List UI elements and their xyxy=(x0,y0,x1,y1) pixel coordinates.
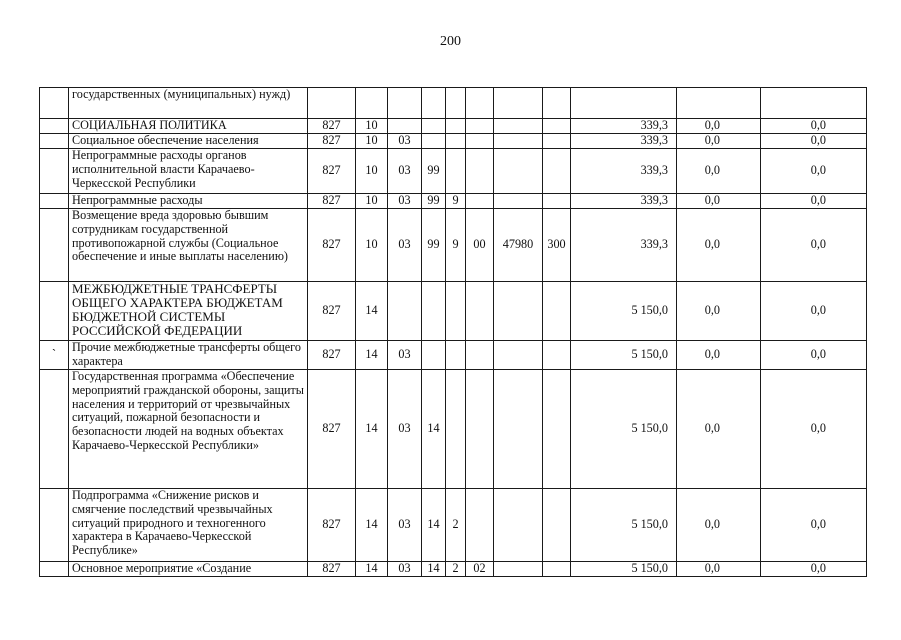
section-code-cell: 10 xyxy=(356,134,388,149)
expense-type-cell xyxy=(543,149,571,194)
budget-table xyxy=(39,87,867,577)
subsection-code-cell xyxy=(388,119,422,134)
item-name-cell: Государственная программа «Обеспечение мероприятий гражданской обороны, защиты населения и территорий от чрезвычайных ситуаций, пожарной безопасности и безопасности людей на водных объектах Карачаево-Черкесской Республики» xyxy=(69,370,308,489)
table-row xyxy=(40,370,867,489)
amount-1-cell: 5 150,0 xyxy=(571,282,677,341)
section-code-cell: 14 xyxy=(356,282,388,341)
subsection-code-cell: 03 xyxy=(388,489,422,562)
amount-1-cell: 339,3 xyxy=(571,194,677,209)
target-article-4-cell xyxy=(494,489,543,562)
amount-2-cell: 0,0 xyxy=(677,119,761,134)
target-article-2-cell xyxy=(446,282,466,341)
amount-2-cell: 0,0 xyxy=(677,134,761,149)
marker-cell xyxy=(40,370,69,489)
amount-3-cell: 0,0 xyxy=(761,149,867,194)
target-article-2-cell: 2 xyxy=(446,489,466,562)
subsection-code-cell xyxy=(388,88,422,119)
amount-3-cell: 0,0 xyxy=(761,370,867,489)
target-article-1-cell: 14 xyxy=(422,370,446,489)
amount-2-cell: 0,0 xyxy=(677,194,761,209)
expense-type-cell: 300 xyxy=(543,209,571,282)
target-article-4-cell xyxy=(494,149,543,194)
target-article-3-cell xyxy=(466,119,494,134)
target-article-1-cell xyxy=(422,119,446,134)
table-row xyxy=(40,209,867,282)
table-row xyxy=(40,282,867,341)
item-name-cell: МЕЖБЮДЖЕТНЫЕ ТРАНСФЕРТЫ ОБЩЕГО ХАРАКТЕРА БЮДЖЕТАМ БЮДЖЕТНОЙ СИСТЕМЫ РОССИЙСКОЙ ФЕДЕРАЦИИ xyxy=(69,282,308,341)
target-article-3-cell: 02 xyxy=(466,562,494,577)
amount-2-cell xyxy=(677,88,761,119)
amount-1-cell: 339,3 xyxy=(571,134,677,149)
target-article-3-cell xyxy=(466,282,494,341)
marker-cell xyxy=(40,562,69,577)
marker-cell xyxy=(40,194,69,209)
target-article-1-cell: 99 xyxy=(422,209,446,282)
subsection-code-cell: 03 xyxy=(388,134,422,149)
amount-2-cell: 0,0 xyxy=(677,149,761,194)
target-article-3-cell xyxy=(466,134,494,149)
subsection-code-cell: 03 xyxy=(388,370,422,489)
target-article-3-cell xyxy=(466,370,494,489)
target-article-4-cell: 47980 xyxy=(494,209,543,282)
subsection-code-cell xyxy=(388,282,422,341)
amount-3-cell xyxy=(761,88,867,119)
amount-1-cell: 5 150,0 xyxy=(571,341,677,370)
target-article-2-cell xyxy=(446,370,466,489)
expense-type-cell xyxy=(543,370,571,489)
item-name-cell: Социальное обеспечение населения xyxy=(69,134,308,149)
target-article-2-cell: 9 xyxy=(446,209,466,282)
target-article-4-cell xyxy=(494,134,543,149)
marker-cell xyxy=(40,88,69,119)
ved-code-cell: 827 xyxy=(308,194,356,209)
target-article-1-cell: 99 xyxy=(422,149,446,194)
expense-type-cell xyxy=(543,341,571,370)
target-article-3-cell xyxy=(466,489,494,562)
section-code-cell: 14 xyxy=(356,341,388,370)
amount-1-cell: 5 150,0 xyxy=(571,562,677,577)
amount-2-cell: 0,0 xyxy=(677,341,761,370)
table-row xyxy=(40,88,867,119)
section-code-cell: 10 xyxy=(356,194,388,209)
amount-1-cell: 339,3 xyxy=(571,119,677,134)
amount-1-cell: 339,3 xyxy=(571,209,677,282)
marker-cell xyxy=(40,149,69,194)
target-article-4-cell xyxy=(494,370,543,489)
target-article-1-cell xyxy=(422,282,446,341)
amount-3-cell: 0,0 xyxy=(761,209,867,282)
section-code-cell: 14 xyxy=(356,562,388,577)
amount-3-cell: 0,0 xyxy=(761,341,867,370)
amount-1-cell: 339,3 xyxy=(571,149,677,194)
subsection-code-cell: 03 xyxy=(388,341,422,370)
target-article-3-cell xyxy=(466,194,494,209)
target-article-2-cell xyxy=(446,88,466,119)
subsection-code-cell: 03 xyxy=(388,194,422,209)
marker-cell: ` xyxy=(40,341,69,370)
expense-type-cell xyxy=(543,489,571,562)
amount-1-cell: 5 150,0 xyxy=(571,489,677,562)
marker-cell xyxy=(40,489,69,562)
item-name-cell: СОЦИАЛЬНАЯ ПОЛИТИКА xyxy=(69,119,308,134)
item-name-cell: Непрограммные расходы органов исполнительной власти Карачаево-Черкесской Республики xyxy=(69,149,308,194)
expense-type-cell xyxy=(543,282,571,341)
marker-cell xyxy=(40,209,69,282)
ved-code-cell: 827 xyxy=(308,489,356,562)
target-article-3-cell: 00 xyxy=(466,209,494,282)
amount-1-cell xyxy=(571,88,677,119)
section-code-cell: 10 xyxy=(356,209,388,282)
target-article-1-cell: 14 xyxy=(422,562,446,577)
amount-3-cell: 0,0 xyxy=(761,282,867,341)
target-article-2-cell: 9 xyxy=(446,194,466,209)
table-row xyxy=(40,341,867,370)
amount-3-cell: 0,0 xyxy=(761,119,867,134)
amount-2-cell: 0,0 xyxy=(677,562,761,577)
ved-code-cell: 827 xyxy=(308,562,356,577)
amount-3-cell: 0,0 xyxy=(761,134,867,149)
ved-code-cell: 827 xyxy=(308,370,356,489)
section-code-cell: 10 xyxy=(356,119,388,134)
section-code-cell: 14 xyxy=(356,489,388,562)
ved-code-cell xyxy=(308,88,356,119)
table-row xyxy=(40,562,867,577)
table-row xyxy=(40,119,867,134)
target-article-1-cell: 14 xyxy=(422,489,446,562)
amount-2-cell: 0,0 xyxy=(677,370,761,489)
table-row xyxy=(40,134,867,149)
item-name-cell: государственных (муниципальных) нужд) xyxy=(69,88,308,119)
item-name-cell: Прочие межбюджетные трансферты общего характера xyxy=(69,341,308,370)
subsection-code-cell: 03 xyxy=(388,209,422,282)
table-row xyxy=(40,489,867,562)
target-article-4-cell xyxy=(494,119,543,134)
ved-code-cell: 827 xyxy=(308,209,356,282)
budget-table-body xyxy=(40,88,867,577)
target-article-4-cell xyxy=(494,88,543,119)
section-code-cell: 14 xyxy=(356,370,388,489)
target-article-2-cell xyxy=(446,341,466,370)
target-article-1-cell xyxy=(422,341,446,370)
target-article-1-cell xyxy=(422,88,446,119)
subsection-code-cell: 03 xyxy=(388,149,422,194)
expense-type-cell xyxy=(543,88,571,119)
target-article-1-cell: 99 xyxy=(422,194,446,209)
target-article-3-cell xyxy=(466,149,494,194)
amount-3-cell: 0,0 xyxy=(761,489,867,562)
target-article-2-cell xyxy=(446,119,466,134)
table-row xyxy=(40,194,867,209)
amount-2-cell: 0,0 xyxy=(677,209,761,282)
ved-code-cell: 827 xyxy=(308,282,356,341)
target-article-2-cell: 2 xyxy=(446,562,466,577)
expense-type-cell xyxy=(543,194,571,209)
item-name-cell: Подпрограмма «Снижение рисков и смягчение последствий чрезвычайных ситуаций природного и техногенного характера в Карачаево-Черкесской Республике» xyxy=(69,489,308,562)
item-name-cell: Непрограммные расходы xyxy=(69,194,308,209)
target-article-4-cell xyxy=(494,194,543,209)
expense-type-cell xyxy=(543,134,571,149)
marker-cell xyxy=(40,119,69,134)
target-article-1-cell xyxy=(422,134,446,149)
amount-3-cell: 0,0 xyxy=(761,562,867,577)
section-code-cell: 10 xyxy=(356,149,388,194)
target-article-3-cell xyxy=(466,341,494,370)
target-article-4-cell xyxy=(494,562,543,577)
marker-cell xyxy=(40,134,69,149)
subsection-code-cell: 03 xyxy=(388,562,422,577)
target-article-2-cell xyxy=(446,149,466,194)
table-row xyxy=(40,149,867,194)
target-article-2-cell xyxy=(446,134,466,149)
ved-code-cell: 827 xyxy=(308,119,356,134)
amount-3-cell: 0,0 xyxy=(761,194,867,209)
item-name-cell: Возмещение вреда здоровью бывшим сотрудникам государственной противопожарной службы (Социальное обеспечение и иные выплаты населению) xyxy=(69,209,308,282)
target-article-4-cell xyxy=(494,282,543,341)
ved-code-cell: 827 xyxy=(308,134,356,149)
item-name-cell: Основное мероприятие «Создание xyxy=(69,562,308,577)
page-number: 200 xyxy=(440,34,461,49)
target-article-3-cell xyxy=(466,88,494,119)
amount-2-cell: 0,0 xyxy=(677,489,761,562)
ved-code-cell: 827 xyxy=(308,149,356,194)
ved-code-cell: 827 xyxy=(308,341,356,370)
marker-cell xyxy=(40,282,69,341)
amount-1-cell: 5 150,0 xyxy=(571,370,677,489)
section-code-cell xyxy=(356,88,388,119)
expense-type-cell xyxy=(543,119,571,134)
expense-type-cell xyxy=(543,562,571,577)
amount-2-cell: 0,0 xyxy=(677,282,761,341)
target-article-4-cell xyxy=(494,341,543,370)
